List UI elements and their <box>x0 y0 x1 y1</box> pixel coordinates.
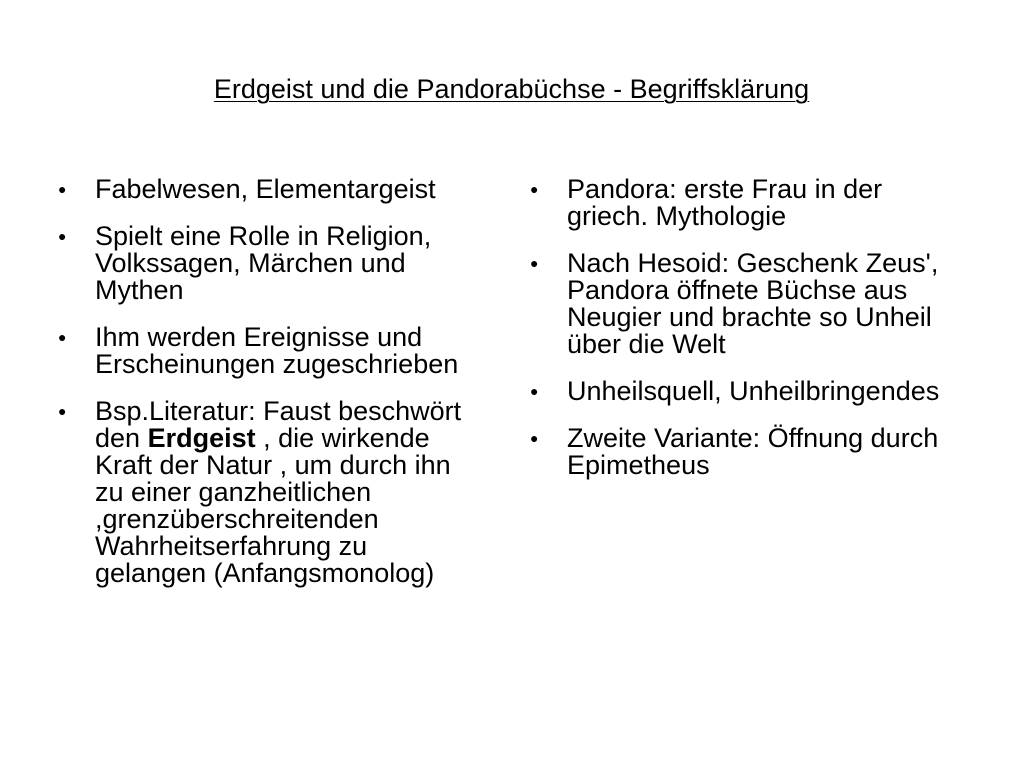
bullet-icon: ● <box>58 228 67 244</box>
slide-title: Erdgeist und die Pandorabüchse - Begriffsklärung <box>213 74 810 104</box>
bullet-icon: ● <box>58 403 67 419</box>
bullet-text: Unheilsquell, Unheilbringendes <box>567 376 940 406</box>
bullet-icon: ● <box>58 181 67 197</box>
left-bullet-list <box>58 176 468 587</box>
bullet-icon: ● <box>58 329 67 345</box>
left-bullet-item-4 <box>58 398 468 587</box>
bullet-text: Spielt eine Rolle in Religion, Volkssagen, Märchen und Mythen <box>95 221 432 305</box>
bullet-text: Pandora: erste Frau in der griech. Mythologie <box>567 174 883 231</box>
bullet-text: Nach Hesoid: Geschenk Zeus', Pandora öffnete Büchse aus Neugier und brachte so Unheil über die Welt <box>567 248 939 359</box>
bullet-text: Zweite Variante: Öffnung durch Epimetheus <box>567 423 939 480</box>
left-bullet-item-1 <box>58 176 468 203</box>
bullet-text: Ihm werden Ereignisse und Erscheinungen zugeschrieben <box>95 322 459 379</box>
bullet-text-bold: Erdgeist <box>147 423 256 453</box>
bullet-text-before: Bsp.Literatur: Faust beschwört den <box>95 396 462 453</box>
right-bullet-list <box>530 176 970 479</box>
right-column <box>530 176 970 499</box>
left-column <box>58 176 468 607</box>
bullet-icon: ● <box>530 383 539 399</box>
left-bullet-item-2 <box>58 223 468 304</box>
right-bullet-item-3 <box>530 378 970 405</box>
left-bullet-item-3 <box>58 324 468 378</box>
bullet-icon: ● <box>530 181 539 197</box>
bullet-text-after: , die wirkende Kraft der Natur , um durch ihn zu einer ganzheitlichen ,grenzüberschreitenden Wahrheitserfahrung zu gelangen (Anfangsmonolog) <box>95 423 451 588</box>
bullet-icon: ● <box>530 430 539 446</box>
bullet-icon: ● <box>530 255 539 271</box>
right-bullet-item-1 <box>530 176 970 230</box>
right-bullet-item-4 <box>530 425 970 479</box>
bullet-text: Fabelwesen, Elementargeist <box>95 174 436 204</box>
right-bullet-item-2 <box>530 250 970 358</box>
